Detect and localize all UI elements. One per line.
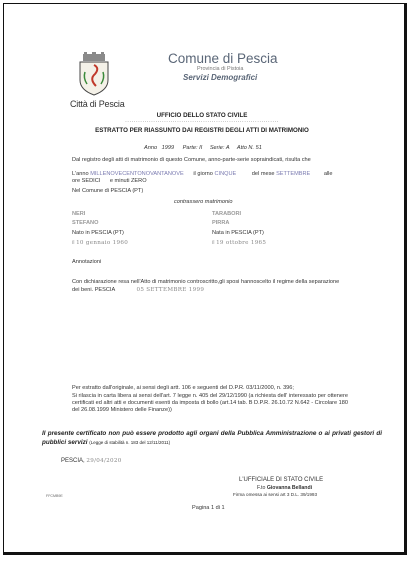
register-act-label: Atto N. xyxy=(236,145,255,151)
warning-text: Il presente certificato non può essere prodotto agli organi della Pubblica Amministrazione o ai privati gestori di pubblici servizi xyxy=(42,430,382,446)
warning-law: (Legge di stabilità n. 183 del 12/11/2011) xyxy=(89,439,171,445)
province-label: Provincia di Pistoia xyxy=(197,66,244,72)
spouse2-surname: TARABORI xyxy=(212,211,242,217)
warning-notice xyxy=(42,430,382,447)
spouse2-birthplace: Nata in PESCIA (PT) xyxy=(212,230,264,236)
year-words: MILLENOVECENTONOVANTANOVE xyxy=(90,171,184,177)
contracted-marriage-label: contrassero matrimonio xyxy=(174,199,233,205)
spouse1-il: il xyxy=(72,240,75,246)
officer-prefix: F.to xyxy=(257,485,266,491)
annotation-body: Con dichiarazione resa nell'Atto di matrimonio controscritto,gli sposi hannoscelto il regime della separazione dei beni. PESCIA xyxy=(72,279,340,293)
page-number: Pagina 1 di 1 xyxy=(192,505,225,511)
issue-place: PESCIA, xyxy=(61,458,85,464)
month-label: del mese xyxy=(251,171,275,177)
register-act-number: 51 xyxy=(255,145,262,151)
register-series-label: Serie: xyxy=(209,145,225,151)
annotations-label: Annotazioni xyxy=(72,259,102,265)
marriage-date-line xyxy=(72,171,333,177)
register-part-label: Parte: xyxy=(182,145,198,151)
officer-signature xyxy=(257,485,312,491)
city-crest-icon xyxy=(75,52,113,96)
hour-label: ore xyxy=(72,178,81,184)
document-heading: ESTRATTO PER RIASSUNTO DAI REGISTRI DEGLI ATTI DI MATRIMONIO xyxy=(95,127,309,134)
register-year: 1999 xyxy=(161,145,175,151)
page-title: Comune di Pescia xyxy=(168,51,278,66)
office-heading: UFFICIO DELLO STATO CIVILE xyxy=(156,112,248,119)
spouse1-birthdate-line xyxy=(72,240,128,246)
officer-title: L'UFFICIALE DI STATO CIVILE xyxy=(239,477,324,483)
register-year-label: Anno xyxy=(144,145,158,151)
issue-place-date xyxy=(61,458,122,464)
marriage-place: Nel Comune di PESCIA (PT) xyxy=(72,188,144,194)
spouse1-birthdate: 10 gennaio 1960 xyxy=(76,240,129,246)
annotation-text xyxy=(72,279,340,294)
day-value: CINQUE xyxy=(214,171,237,177)
spouse1-surname: NERI xyxy=(72,211,86,217)
officer-name: Giovanna Bellandi xyxy=(266,485,313,491)
minutes-value: e minuti ZERO xyxy=(109,178,147,184)
city-name: Città di Pescia xyxy=(70,99,125,109)
document-code: FFCMB9E xyxy=(46,494,63,498)
spouse2-birthdate-line xyxy=(212,240,266,246)
register-reference xyxy=(144,145,262,151)
time-at-label: alle xyxy=(323,171,333,177)
month-value: SETTEMBRE xyxy=(276,171,311,177)
release-statement: Si rilascia in carta libera ai sensi dell'art. 7 legge n. 405 del 29/12/1990 (a richiesta dell' interessato per ottenere certificati ed altri atti e documenti esenti da imposta di bollo (art.14 tab. B D.P.R. 26.10.72 N.642 - Circolare 180 del 26.08.1999 Ministero delle Finanze)) xyxy=(72,393,348,414)
conformity-statement: Per estratto dall'originale, ai sensi degli artt. 106 e seguenti del D.P.R. 03/11/2000, n. 396; xyxy=(72,385,294,391)
issue-date: 29/04/2020 xyxy=(86,458,122,464)
spouse2-birthdate: 19 ottobre 1965 xyxy=(216,240,267,246)
spouse2-il: il xyxy=(212,240,215,246)
signature-note: Firma omessa ai sensi art 3 D.L. 39/1993 xyxy=(233,492,318,497)
register-series: A xyxy=(225,145,230,151)
intro-text: Dal registro degli atti di matrimonio di questo Comune, anno-parte-serie sopraindicati, risulta che xyxy=(72,157,311,163)
dotted-divider: ······································································· xyxy=(125,119,279,125)
spouse1-name: STEFANO xyxy=(72,220,99,226)
marriage-time-line xyxy=(72,178,147,184)
year-label: L'anno xyxy=(72,171,89,177)
hour-value: SEDICI xyxy=(81,178,101,184)
day-label: il giorno xyxy=(193,171,213,177)
register-part: II xyxy=(199,145,203,151)
spouse1-birthplace: Nato in PESCIA (PT) xyxy=(72,230,124,236)
service-label: Servizi Demografici xyxy=(183,73,258,82)
spouse2-name: PIRRA xyxy=(212,220,230,226)
annotation-date: 05 SETTEMBRE 1999 xyxy=(136,286,205,293)
